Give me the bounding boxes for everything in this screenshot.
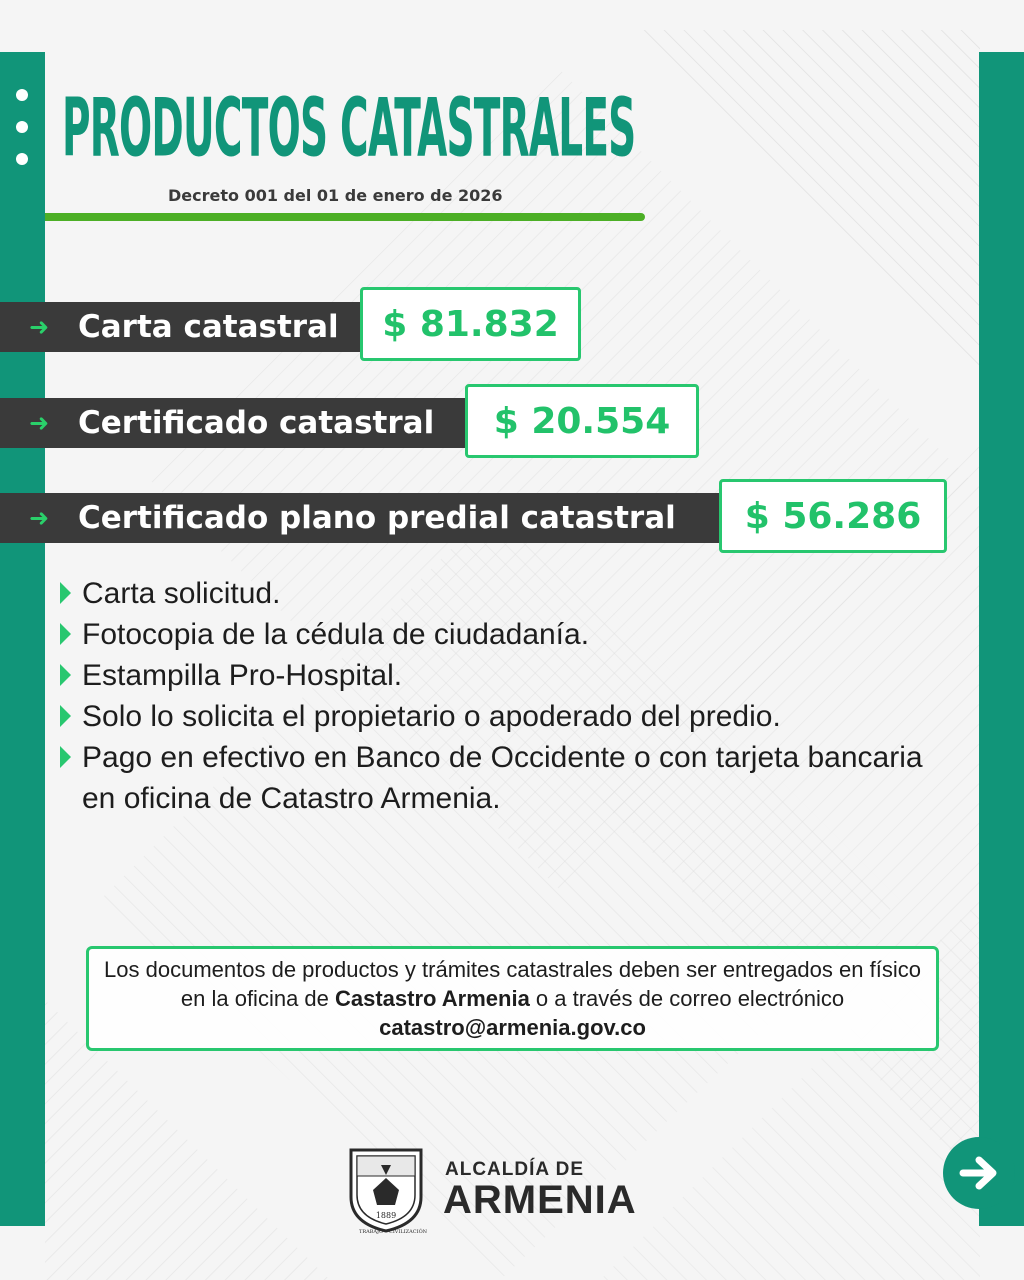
list-item: Pago en efectivo en Banco de Occidente o con tarjeta bancaria en oficina de Catastro Armenia.: [55, 737, 935, 819]
svg-text:CIVILIZACIÓN: CIVILIZACIÓN: [389, 1229, 428, 1235]
svg-text:TRABAJO: TRABAJO: [359, 1229, 384, 1235]
list-item: Carta solicitud.: [55, 573, 935, 614]
requirements-list: [55, 573, 935, 819]
product-bar-carta: [0, 302, 378, 352]
product-price: $ 20.554: [465, 384, 699, 458]
list-item: Estampilla Pro-Hospital.: [55, 655, 935, 696]
triangle-right-icon: [60, 582, 71, 604]
triangle-right-icon: [60, 664, 71, 686]
arrow-right-icon: ➜: [28, 504, 50, 532]
email-link[interactable]: catastro@armenia.gov.co: [379, 1015, 646, 1040]
coat-of-arms-icon: [343, 1145, 429, 1235]
triangle-right-icon: [60, 623, 71, 645]
logo-line2: ARMENIA: [443, 1178, 637, 1222]
arrow-right-icon: ➜: [28, 313, 50, 341]
logo-line1: ALCALDÍA DE: [445, 1159, 585, 1180]
info-note: Los documentos de productos y trámites catastrales deben ser entregados en físico en la oficina de Castastro Armenia o a través de correo electrónico catastro@armenia.gov.co: [86, 946, 939, 1051]
product-label: Certificado plano predial catastral: [78, 500, 676, 536]
arrow-right-circle-icon: [955, 1149, 1003, 1197]
product-label: Certificado catastral: [78, 405, 435, 441]
dot-icon: [16, 153, 28, 165]
product-bar-plano: [0, 493, 740, 543]
product-price: $ 81.832: [360, 287, 581, 361]
office-name: Castastro Armenia: [335, 986, 530, 1011]
product-label: Carta catastral: [78, 309, 339, 345]
svg-text:1889: 1889: [375, 1211, 397, 1220]
page-title: PRODUCTOS CATASTRALES: [62, 82, 636, 175]
dot-icon: [16, 89, 28, 101]
list-item: Fotocopia de la cédula de ciudadanía.: [55, 614, 935, 655]
page-subtitle: Decreto 001 del 01 de enero de 2026: [168, 186, 503, 205]
title-underline: [45, 213, 645, 221]
alcaldia-logo: [340, 1145, 690, 1235]
triangle-right-icon: [60, 746, 71, 768]
triangle-right-icon: [60, 705, 71, 727]
arrow-right-icon: ➜: [28, 409, 50, 437]
product-price: $ 56.286: [719, 479, 947, 553]
right-accent-bar: [979, 52, 1024, 1226]
dot-icon: [16, 121, 28, 133]
product-bar-certificado: [0, 398, 484, 448]
left-accent-bar: [0, 52, 45, 1226]
next-button[interactable]: [943, 1137, 1015, 1209]
list-item: Solo lo solicita el propietario o apoderado del predio.: [55, 696, 935, 737]
